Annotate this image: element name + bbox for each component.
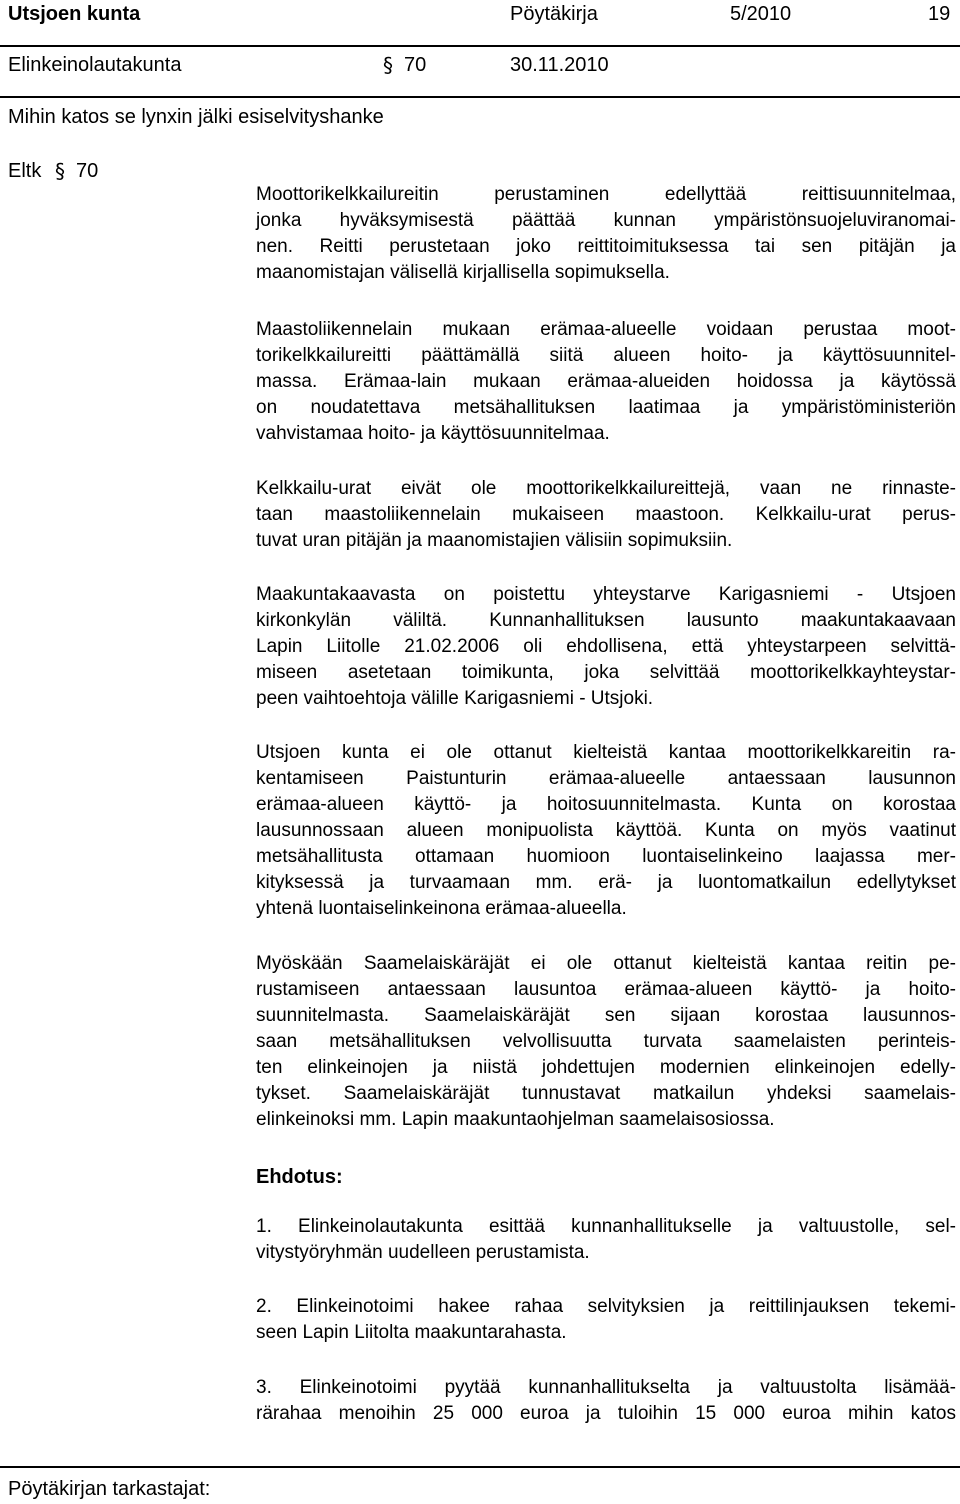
text-line: kityksessä ja turvaamaan mm. erä- ja luontomatkailun edellytykset bbox=[256, 872, 956, 893]
footer-divider bbox=[0, 1466, 960, 1468]
document-type: Pöytäkirja bbox=[510, 3, 598, 25]
text-line: suunnitelmasta. Saamelaiskäräjät sen sijaan korostaa lausunnos- bbox=[256, 1005, 956, 1026]
header-divider bbox=[0, 45, 960, 47]
text-line: tuvat uran pitäjän ja maanomistajien välisiin sopimuksiin. bbox=[256, 530, 733, 551]
text-line: kirkonkylän väliltä. Kunnanhallituksen lausunto maakuntakaavaan bbox=[256, 610, 956, 631]
text-line: Maakuntakaavasta on poistettu yhteystarve Karigasniemi - Utsjoen bbox=[256, 584, 956, 605]
text-line: ten elinkeinojen ja niistä johdettujen modernien elinkeinojen edelly- bbox=[256, 1057, 956, 1078]
text-line: Moottorikelkkailureitin perustaminen edellyttää reittisuunnitelmaa, bbox=[256, 184, 956, 205]
text-line: Maastoliikennelain mukaan erämaa-alueelle voidaan perustaa moot- bbox=[256, 319, 956, 340]
text-line: Myöskään Saamelaiskäräjät ei ole ottanut kielteistä kantaa reitin pe- bbox=[256, 953, 956, 974]
paragraph bbox=[256, 476, 956, 554]
text-line: metsähallitusta ottamaan huomioon luontaiselinkeino laajassa mer- bbox=[256, 846, 956, 867]
text-line: nen. Reitti perustetaan joko reittitoimituksessa tai sen pitäjän ja bbox=[256, 236, 956, 257]
text-line: peen vaihtoehtoja välille Karigasniemi - Utsjoki. bbox=[256, 688, 654, 709]
text-line: 1. Elinkeinolautakunta esittää kunnanhallitukselle ja valtuustolle, sel- bbox=[256, 1216, 956, 1237]
paragraph bbox=[256, 317, 956, 447]
text-line: rärahaa menoihin 25 000 euroa ja tuloihin 15 000 euroa mihin katos bbox=[256, 1403, 956, 1424]
text-line: 3. Elinkeinotoimi pyytää kunnanhallitukselta ja valtuustolta lisämää- bbox=[256, 1377, 956, 1398]
text-line: Kelkkailu-urat eivät ole moottorikelkkailureittejä, vaan ne rinnaste- bbox=[256, 478, 956, 499]
committee-name: Elinkeinolautakunta bbox=[8, 54, 182, 76]
header-section-symbol: § bbox=[383, 53, 393, 77]
text-line: kentamiseen Paistunturin erämaa-alueelle antaessaan lausunnon bbox=[256, 768, 956, 789]
paragraph bbox=[256, 182, 956, 286]
paragraph bbox=[256, 582, 956, 712]
text-line: 2. Elinkeinotoimi hakee rahaa selvityksien ja reittilinjauksen tekemi- bbox=[256, 1296, 956, 1317]
text-line: lausunnossaan alueen monipuolista käyttöä. Kunta on myös vaatinut bbox=[256, 820, 956, 841]
text-line: jonka hyväksymisestä päättää kunnan ympäristönsuojeluviranomai- bbox=[256, 210, 956, 231]
text-line: erämaa-alueen käyttö- ja hoitosuunnitelmasta. Kunta on korostaa bbox=[256, 794, 956, 815]
page-title: Mihin katos se lynxin jälki esiselvityshanke bbox=[8, 106, 384, 128]
meeting-date: 30.11.2010 bbox=[510, 54, 609, 76]
text-line: taan maastoliikennelain mukaiseen maastoon. Kelkkailu-urat perus- bbox=[256, 504, 956, 525]
proposal-item bbox=[256, 1375, 956, 1427]
proposal-item bbox=[256, 1294, 956, 1346]
text-line: Lapin Liitolle 21.02.2006 oli ehdollisena, että yhteystarpeen selvittä- bbox=[256, 636, 956, 657]
text-line: tykset. Saamelaiskäräjät tunnustavat matkailun yhdeksi saamelais- bbox=[256, 1083, 956, 1104]
text-line: seen Lapin Liitolta maakuntarahasta. bbox=[256, 1322, 567, 1343]
text-line: vitystyöryhmän uudelleen perustamista. bbox=[256, 1242, 590, 1263]
municipality-name: Utsjoen kunta bbox=[8, 3, 141, 25]
page-number: 19 bbox=[928, 3, 951, 25]
section-ref-symbol: § bbox=[55, 159, 65, 183]
text-line: Utsjoen kunta ei ole ottanut kielteistä kantaa moottorikelkkareitin ra- bbox=[256, 742, 956, 763]
proposal-item bbox=[256, 1214, 956, 1266]
proposal-heading: Ehdotus: bbox=[256, 1166, 343, 1188]
header-section-number: 70 bbox=[404, 54, 427, 76]
text-line: yhtenä luontaiselinkeinona erämaa-alueella. bbox=[256, 898, 627, 919]
paragraph bbox=[256, 740, 956, 922]
text-line: massa. Erämaa-lain mukaan erämaa-alueiden hoidossa ja käytössä bbox=[256, 371, 956, 392]
section-ref-name: Eltk bbox=[8, 160, 42, 182]
header-divider-2 bbox=[0, 96, 960, 98]
text-line: torikelkkailureitti päättämällä siitä alueen hoito- ja käyttösuunnitel- bbox=[256, 345, 956, 366]
footer-inspectors-label: Pöytäkirjan tarkastajat: bbox=[8, 1478, 211, 1500]
text-line: miseen asetetaan toimikunta, joka selvittää moottorikelkkayhteystar- bbox=[256, 662, 956, 683]
text-line: maanomistajan välisellä kirjallisella sopimuksella. bbox=[256, 262, 670, 283]
text-line: rustamiseen antaessaan lausuntoa erämaa-alueen käyttö- ja hoito- bbox=[256, 979, 956, 1000]
text-line: on noudatettava metsähallituksen laatimaa ja ympäristöministeriön bbox=[256, 397, 956, 418]
text-line: vahvistamaa hoito- ja käyttösuunnitelmaa. bbox=[256, 423, 610, 444]
text-line: saan metsähallituksen velvollisuutta turvata saamelaisten perinteis- bbox=[256, 1031, 956, 1052]
text-line: elinkeinoksi mm. Lapin maakuntaohjelman saamelaisosiossa. bbox=[256, 1109, 775, 1130]
section-ref-number: 70 bbox=[76, 160, 99, 182]
paragraph bbox=[256, 951, 956, 1133]
issue-number: 5/2010 bbox=[730, 3, 792, 25]
